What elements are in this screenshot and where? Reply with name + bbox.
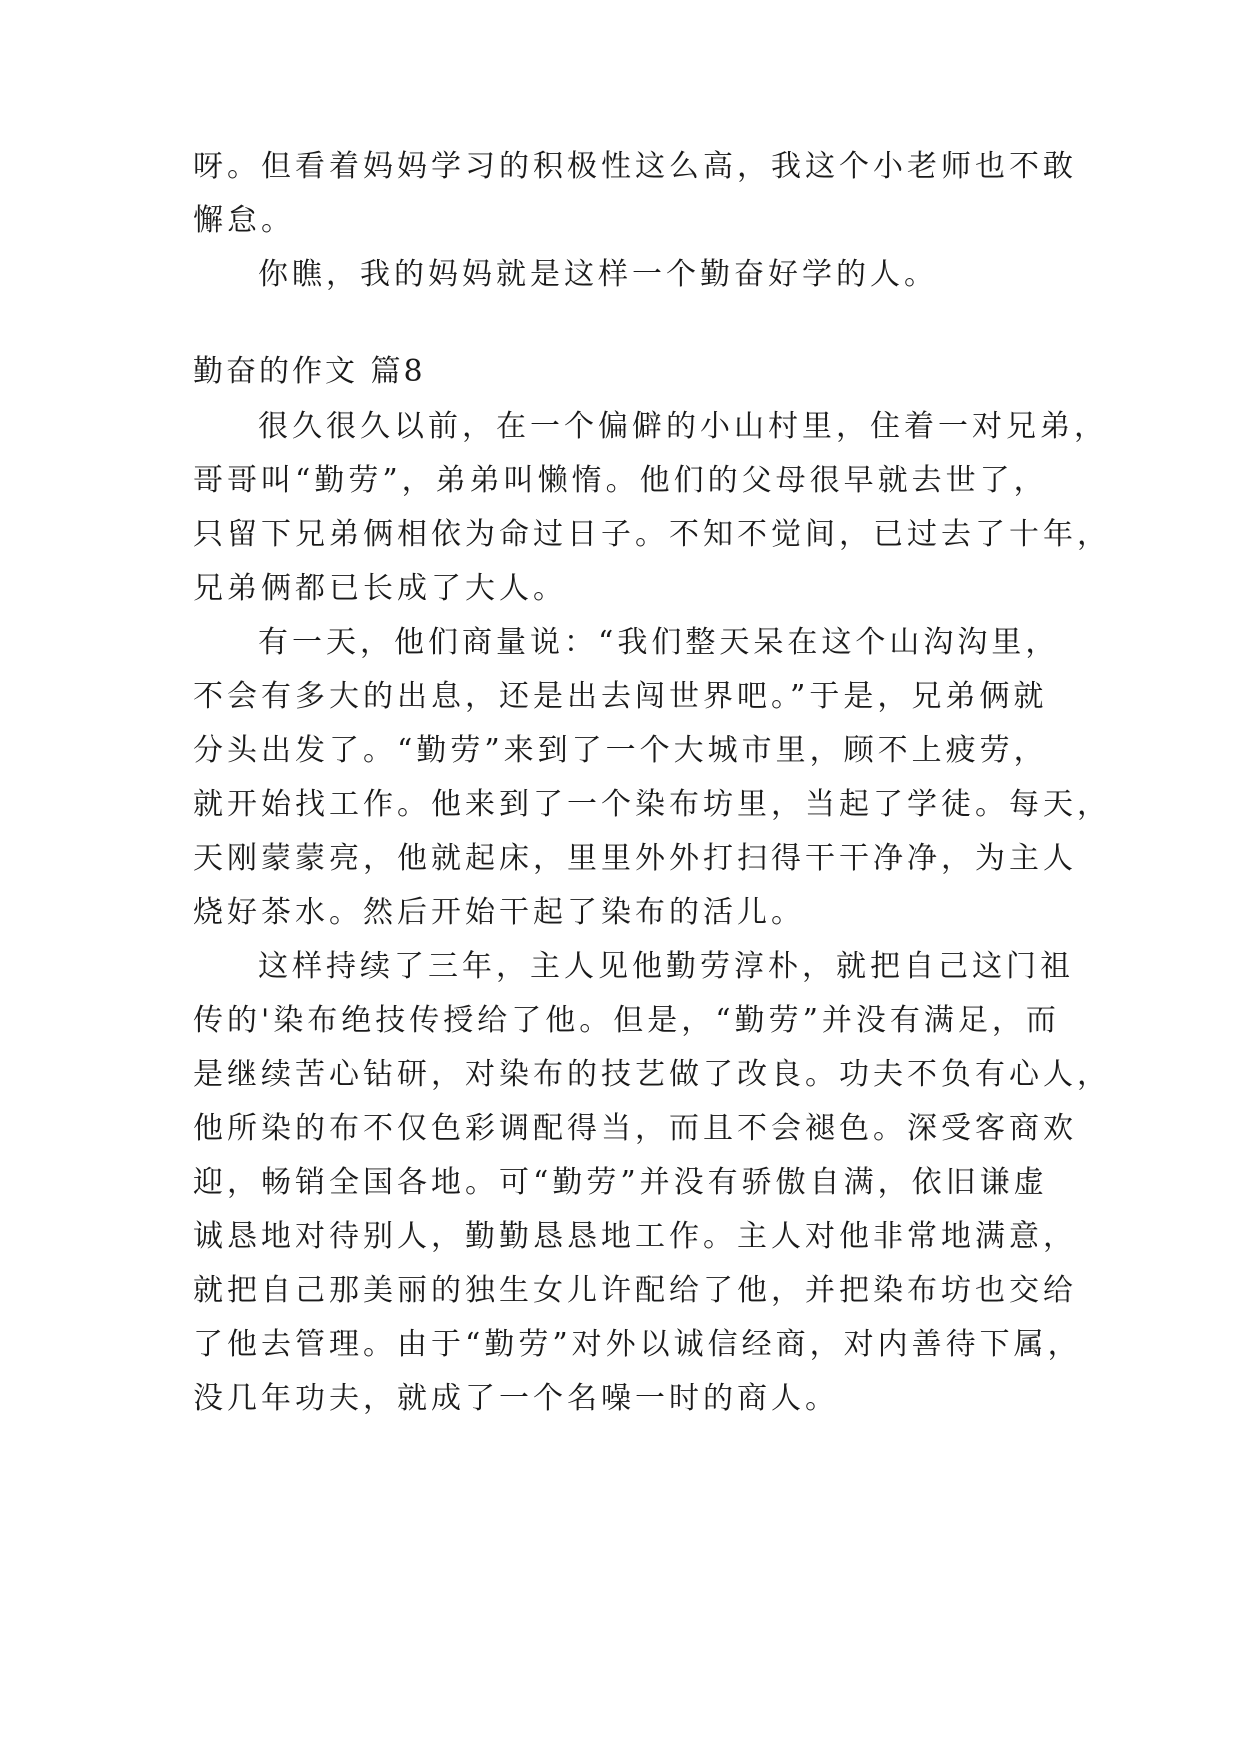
text-line: 就把自己那美丽的独生女儿许配给了他，并把染布坊也交给 bbox=[193, 1273, 1077, 1308]
text-line: 烧好茶水。然后开始干起了染布的活儿。 bbox=[193, 895, 805, 930]
text-line: 不会有多大的出息，还是出去闯世界吧。”于是，兄弟俩就 bbox=[193, 679, 1048, 714]
text-line: 懈怠。 bbox=[193, 203, 295, 238]
text-line: 诚恳地对待别人，勤勤恳恳地工作。主人对他非常地满意， bbox=[193, 1219, 1077, 1254]
text-line: 呀。但看着妈妈学习的积极性这么高，我这个小老师也不敢 bbox=[193, 149, 1077, 184]
text-line: 是继续苦心钻研，对染布的技艺做了改良。功夫不负有心人， bbox=[193, 1057, 1111, 1092]
text-line: 兄弟俩都已长成了大人。 bbox=[193, 571, 567, 606]
section-heading: 勤奋的作文 篇8 bbox=[193, 354, 426, 389]
text-line: 迎，畅销全国各地。可“勤劳”并没有骄傲自满，依旧谦虚 bbox=[193, 1165, 1048, 1200]
text-line: 你瞧，我的妈妈就是这样一个勤奋好学的人。 bbox=[258, 257, 938, 292]
text-line: 他所染的布不仅色彩调配得当，而且不会褪色。深受客商欢 bbox=[193, 1111, 1077, 1146]
text-line: 了他去管理。由于“勤劳”对外以诚信经商，对内善待下属， bbox=[193, 1327, 1082, 1362]
text-line: 就开始找工作。他来到了一个染布坊里，当起了学徒。每天， bbox=[193, 787, 1111, 822]
text-line: 天刚蒙蒙亮，他就起床，里里外外打扫得干干净净，为主人 bbox=[193, 841, 1077, 876]
text-line: 这样持续了三年，主人见他勤劳淳朴，就把自己这门祖 bbox=[258, 949, 1074, 984]
text-line: 只留下兄弟俩相依为命过日子。不知不觉间，已过去了十年， bbox=[193, 517, 1111, 552]
text-line: 没几年功夫，就成了一个名噪一时的商人。 bbox=[193, 1381, 839, 1416]
text-line: 哥哥叫“勤劳”，弟弟叫懒惰。他们的父母很早就去世了， bbox=[193, 463, 1048, 498]
text-line: 分头出发了。“勤劳”来到了一个大城市里，顾不上疲劳， bbox=[193, 733, 1048, 768]
text-line: 很久很久以前，在一个偏僻的小山村里，住着一对兄弟， bbox=[258, 409, 1108, 444]
text-line: 有一天，他们商量说：“我们整天呆在这个山沟沟里， bbox=[258, 625, 1060, 660]
text-line: 传的'染布绝技传授给了他。但是，“勤劳”并没有满足，而 bbox=[193, 1003, 1060, 1038]
